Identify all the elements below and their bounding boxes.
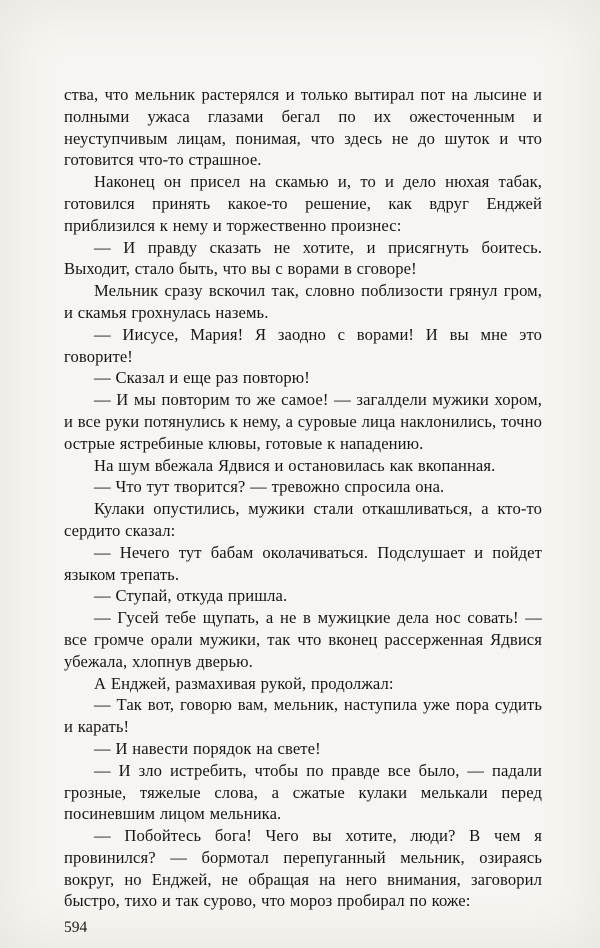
paragraph: — Нечего тут бабам околачиваться. Подслушает и пойдет языком трепать. [64, 542, 542, 584]
paragraph: — И навести порядок на свете! [94, 738, 321, 758]
paragraph: Мельник сразу вскочил так, словно поблизости грянул гром, и скамья грохнулась наземь. [64, 281, 542, 322]
paragraph: — Что тут творится? — тревожно спросила она. [94, 477, 445, 497]
paragraph: — И правду сказать не хотите, и присягнуть боитесь. Выходит, стало быть, что вы с ворами в сговоре! [64, 237, 542, 279]
paragraph: Кулаки опустились, мужики стали откашливаться, а кто-то сердито сказал: [64, 499, 542, 540]
page-number: 594 [64, 919, 88, 937]
paragraph: — Так вот, говорю вам, мельник, наступила уже пора судить и карать! [64, 695, 542, 737]
paragraph: ства, что мельник растерялся и только вытирал пот на лысине и полными ужаса глазами бегал по их ожесточенным и неуступчивым лицам, понимая, что здесь не до шуток и что готовится что-то страшное. [64, 85, 542, 170]
paragraph: — И зло истребить, чтобы по правде все было, — падали грозные, тяжелые слова, а сжатые кулаки мелькали перед посиневшим лицом мельника. [64, 760, 542, 824]
paragraph: — Побойтесь бога! Чего вы хотите, люди? В чем я провинился? — бормотал перепуганный мельник, озираясь вокруг, но Енджей, не обращая на него внимания, заговорил быстро, тихо и так сурово, что мороз пробирал по коже: [64, 826, 542, 911]
paragraph: А Енджей, размахивая рукой, продолжал: [94, 673, 394, 693]
paragraph: — Гусей тебе щупать, а не в мужицкие дела нос совать! — все громче орали мужики, так что вконец рассерженная Ядвися убежала, хлопнув дверью. [64, 608, 542, 671]
paragraph: — Иисусе, Мария! Я заодно с ворами! И вы мне это говорите! [64, 324, 542, 366]
text-block [64, 84, 542, 912]
paragraph: — Ступай, откуда пришла. [94, 586, 288, 606]
paragraph: — Сказал и еще раз повторю! [94, 368, 310, 388]
paragraph: Наконец он присел на скамью и, то и дело нюхая табак, готовился принять какое-то решение, как вдруг Енджей приблизился к нему и торжественно произнес: [64, 172, 542, 235]
paragraph: На шум вбежала Ядвися и остановилась как вкопанная. [94, 455, 496, 475]
paragraph: — И мы повторим то же самое! — загалдели мужики хором, и все руки потянулись к нему, а суровые лица наклонились, точно острые ястребиные клювы, готовые к нападению. [64, 390, 542, 453]
